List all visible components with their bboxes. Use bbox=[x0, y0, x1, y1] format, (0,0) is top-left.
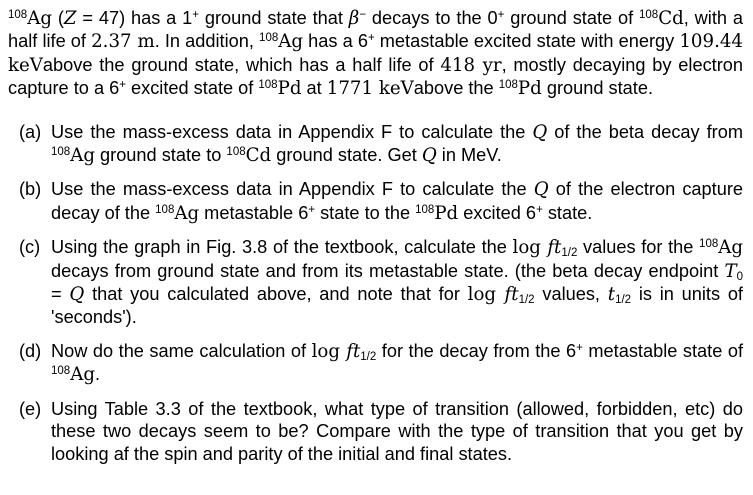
ft-symbol: ft bbox=[547, 237, 562, 259]
mass-number: 108 bbox=[699, 238, 719, 251]
q-symbol: Q bbox=[69, 284, 85, 306]
mass-number: 108 bbox=[226, 146, 246, 159]
atomic-number-symbol: Z bbox=[63, 8, 77, 29]
ft-symbol: ft bbox=[504, 284, 519, 306]
question-d: (d) Now do the same calculation of $\log ft_{1/2}$ for the decay from the 6+ metastable state of $^{108}$Ag. bbox=[19, 340, 743, 386]
ft-symbol: ft bbox=[346, 340, 361, 362]
question-b: (b) Use the mass-excess data in Appendix F to calculate the Q of the electron capture decay of the $^{108}$Ag metastable 6+ state to the $^{108}$Pd excited 6+ state. bbox=[19, 179, 743, 224]
element-symbol: Ag bbox=[70, 364, 95, 386]
q-symbol: Q bbox=[532, 121, 548, 143]
question-list bbox=[8, 121, 743, 465]
mass-number: 108 bbox=[155, 203, 175, 216]
question-label: (d) bbox=[19, 340, 42, 361]
beta-symbol: β bbox=[348, 8, 360, 29]
question-label: (a) bbox=[19, 121, 42, 142]
element-symbol: Pd bbox=[277, 78, 302, 100]
question-label: (e) bbox=[19, 398, 42, 419]
element-symbol: Cd bbox=[245, 145, 272, 167]
element-symbol: Ag bbox=[718, 237, 744, 259]
question-c: (c) Using the graph in Fig. 3.8 of the textbook, calculate the $\log ft_{1/2}$ values for the $^{108}$Ag decays from ground state and from its metastable state. (the beta decay endpoint $T_0 = Q$ that you calculated above, and note that for $\log ft_{1/2}$ values, $t_{1/2}$ is in units of 'seconds'). bbox=[19, 237, 744, 328]
mass-number: 108 bbox=[415, 203, 435, 216]
mass-number: 108 bbox=[639, 9, 659, 21]
element-symbol: Pd bbox=[434, 202, 459, 224]
element-symbol: Ag bbox=[27, 8, 52, 29]
q-symbol: Q bbox=[533, 179, 549, 201]
question-a: (a) Use the mass-excess data in Appendix F to calculate the Q of the beta decay from $^{108}$Ag ground state to $^{108}$Cd ground state. Get Q in MeV. bbox=[19, 121, 743, 167]
log-symbol: log bbox=[512, 237, 548, 259]
element-symbol: Cd bbox=[658, 8, 684, 29]
problem-document bbox=[8, 7, 743, 476]
mass-number: 108 bbox=[259, 32, 279, 45]
question-label: (c) bbox=[19, 237, 41, 258]
half-life-symbol: t bbox=[607, 284, 616, 306]
energy-value: 109.44 keV bbox=[8, 31, 743, 76]
element-symbol: Pd bbox=[517, 78, 542, 100]
endpoint-symbol: T bbox=[724, 260, 737, 282]
mass-number: 108 bbox=[51, 365, 71, 378]
mass-number: 108 bbox=[498, 79, 518, 92]
problem-intro: $^{108}$Ag (Z = 47) has a 1+ ground state that β− decays to the 0+ ground state of $^{108}$Cd, with a half life of 2.37 m. In addition, $^{108}$Ag has a 6+ metastable excited state with energy 109.44 keVabove the ground state, which has a half life of 418 yr, mostly decaying by electron capture to a 6+ excited state of $^{108}$Pd at 1771 keVabove the $^{108}$Pd ground state. bbox=[8, 8, 743, 100]
energy-value: 1771 keV bbox=[326, 78, 414, 100]
question-label: (b) bbox=[19, 179, 42, 200]
log-symbol: log bbox=[311, 340, 347, 362]
mass-number: 108 bbox=[8, 9, 28, 21]
mass-number: 108 bbox=[258, 79, 278, 92]
mass-number: 108 bbox=[51, 146, 71, 159]
element-symbol: Ag bbox=[174, 202, 200, 224]
log-symbol: log bbox=[467, 284, 505, 306]
element-symbol: Ag bbox=[278, 31, 304, 53]
half-life-value: 418 yr bbox=[440, 54, 502, 76]
half-life-value: 2.37 m bbox=[91, 31, 155, 53]
element-symbol: Ag bbox=[70, 145, 95, 167]
q-symbol: Q bbox=[421, 145, 437, 167]
question-e: (e) Using Table 3.3 of the textbook, what type of transition (allowed, forbidden, etc) do these two decays seem to be? Compare with the type of transition that you get by looking af the spin and parity of the initial and final states. bbox=[19, 398, 743, 464]
